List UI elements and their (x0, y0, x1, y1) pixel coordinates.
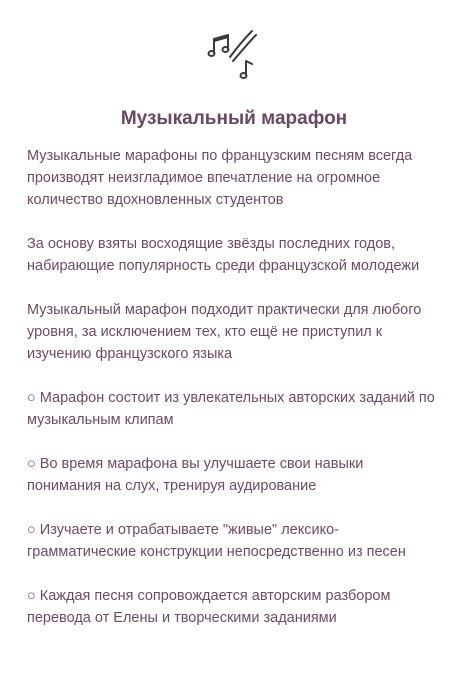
description-paragraph: Музыкальные марафоны по французским песням всегда производят неизгладимое впечатление на огромное количество вдохновленных студентов (27, 148, 413, 208)
music-notes-icon (206, 27, 262, 83)
feature-item: ○ Изучаете и отрабатываете "живые" лексико-грамматические конструкции непосредственно из песен (27, 522, 406, 560)
description-paragraph: За основу взяты восходящие звёзды последних годов, набирающие популярность среди французской молодежи (27, 236, 420, 274)
feature-item: ○ Марафон состоит из увлекательных авторских заданий по музыкальным клипам (27, 390, 435, 428)
icon-container (27, 0, 441, 83)
description-content (27, 145, 441, 629)
feature-item: ○ Каждая песня сопровождается авторским разбором перевода от Елены и творческими заданиями (27, 588, 391, 626)
page-title: Музыкальный марафон (120, 108, 348, 129)
feature-item: ○ Во время марафона вы улучшаете свои навыки понимания на слух, тренируя аудирование (27, 456, 364, 494)
description-paragraph: Музыкальный марафон подходит практически для любого уровня, за исключением тех, кто ещё не приступил к изучению французского языка (27, 302, 422, 362)
